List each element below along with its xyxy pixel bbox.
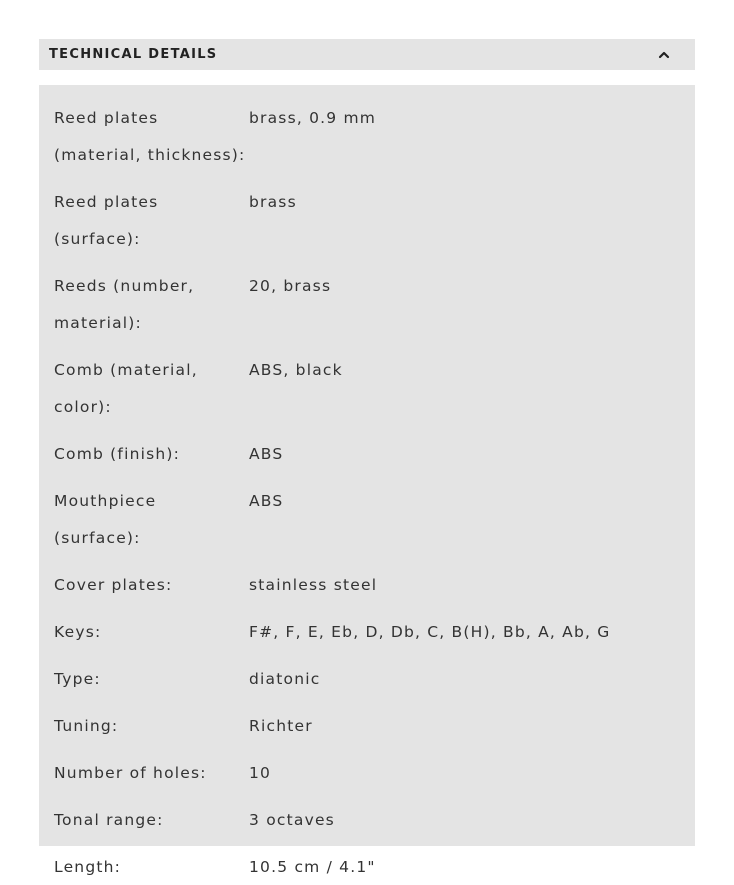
detail-row-comb-material xyxy=(39,352,695,426)
detail-value: 20, brass xyxy=(249,277,332,295)
detail-value: 3 octaves xyxy=(249,811,335,829)
detail-label: Tonal range: xyxy=(54,811,164,829)
detail-row-reed-plates-material xyxy=(39,100,695,174)
detail-row-tuning xyxy=(39,708,695,745)
detail-value: F#, F, E, Eb, D, Db, C, B(H), Bb, A, Ab, G xyxy=(249,623,611,641)
technical-details-header[interactable] xyxy=(39,39,695,70)
detail-value: brass xyxy=(249,193,297,211)
detail-row-keys xyxy=(39,614,695,651)
detail-label: Number of holes: xyxy=(54,764,207,782)
detail-row-length xyxy=(39,849,695,885)
detail-value: Richter xyxy=(249,717,313,735)
detail-row-tonal-range xyxy=(39,802,695,839)
detail-row-cover-plates xyxy=(39,567,695,604)
detail-label: Cover plates: xyxy=(54,576,173,594)
detail-label: Reed plates (surface): xyxy=(54,193,159,248)
detail-label: Reed plates (material, thickness): xyxy=(54,109,246,164)
detail-value: 10 xyxy=(249,764,272,782)
detail-value: ABS xyxy=(249,445,284,463)
detail-label: Length: xyxy=(54,858,122,876)
detail-label: Mouthpiece (surface): xyxy=(54,492,157,547)
detail-row-reed-plates-surface xyxy=(39,184,695,258)
detail-row-type xyxy=(39,661,695,698)
detail-value: ABS xyxy=(249,492,284,510)
detail-label: Reeds (number, material): xyxy=(54,277,195,332)
detail-label: Keys: xyxy=(54,623,102,641)
detail-value: brass, 0.9 mm xyxy=(249,109,377,127)
detail-row-comb-finish xyxy=(39,436,695,473)
detail-value: diatonic xyxy=(249,670,321,688)
chevron-up-icon[interactable] xyxy=(655,46,673,64)
detail-label: Comb (material, color): xyxy=(54,361,198,416)
detail-label: Comb (finish): xyxy=(54,445,181,463)
detail-row-number-of-holes xyxy=(39,755,695,792)
detail-row-mouthpiece xyxy=(39,483,695,557)
section-title: TECHNICAL DETAILS xyxy=(49,47,218,62)
detail-row-reeds xyxy=(39,268,695,342)
detail-value: ABS, black xyxy=(249,361,343,379)
detail-label: Tuning: xyxy=(54,717,119,735)
technical-details-panel xyxy=(39,85,695,876)
detail-label: Type: xyxy=(54,670,101,688)
detail-value: 10.5 cm / 4.1" xyxy=(249,858,376,876)
detail-value: stainless steel xyxy=(249,576,378,594)
